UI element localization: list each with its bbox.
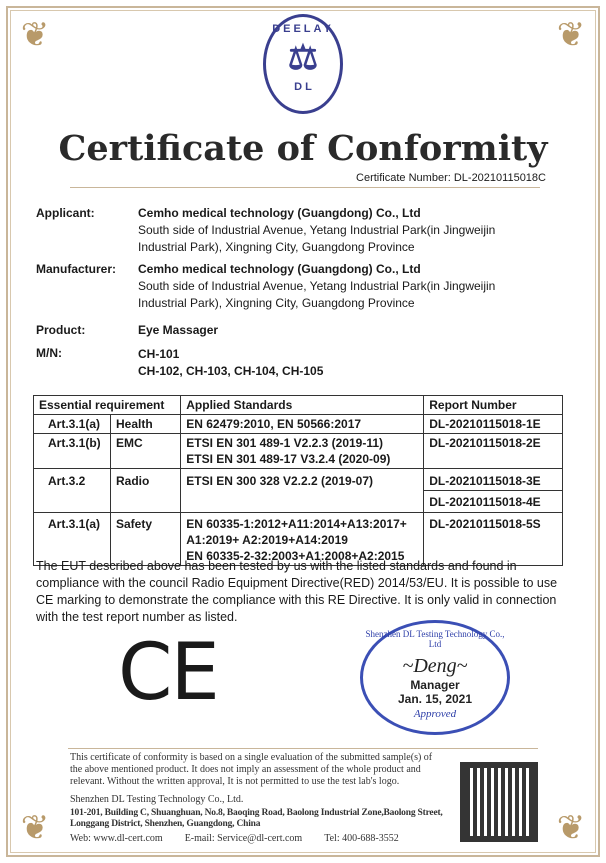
- table-row: [34, 434, 563, 469]
- report-cell: DL-20210115018-2E: [424, 434, 563, 469]
- corner-ornament-icon: ❦: [20, 809, 50, 847]
- model-line-1: CH-101: [138, 347, 180, 361]
- standard-cell: ETSI EN 300 328 V2.2.2 (2019-07): [181, 469, 424, 513]
- applicant-address-2: Industrial Park), Xingning City, Guangdong Province: [138, 240, 415, 254]
- stamp-date: Jan. 15, 2021: [397, 692, 473, 706]
- report-cell: DL-20210115018-3E: [424, 469, 563, 491]
- lab-web: Web: www.dl-cert.com: [70, 833, 163, 844]
- corner-ornament-icon: ❦: [556, 809, 586, 847]
- category-cell: Radio: [111, 469, 181, 513]
- art-cell: Art.3.1(a): [34, 415, 111, 434]
- lab-info: [70, 794, 450, 845]
- signature: ~Deng~: [402, 655, 468, 677]
- stamp-ring-text: Shenzhen DL Testing Technology Co., Ltd: [365, 629, 505, 649]
- model-line-2: CH-102, CH-103, CH-104, CH-105: [138, 364, 324, 378]
- lab-contact: [70, 833, 450, 845]
- art-cell: Art.3.2: [34, 469, 111, 513]
- category-cell: EMC: [111, 434, 181, 469]
- standard-line: EN 60335-2-32:2003+A1:2008+A2:2015: [186, 549, 405, 563]
- standards-table: [33, 395, 563, 566]
- lab-company: Shenzhen DL Testing Technology Co., Ltd.: [70, 794, 244, 805]
- lab-address-line: Longgang District, Shenzhen, Guangdong, China: [70, 819, 261, 829]
- table-row: [34, 469, 563, 491]
- art-cell: Art.3.1(a): [34, 513, 111, 566]
- manufacturer-address-1: South side of Industrial Avenue, Yetang Industrial Park(in Jingweijin: [138, 279, 496, 293]
- logo-text-bottom: D L: [294, 81, 312, 93]
- product-value: Eye Massager: [138, 323, 219, 337]
- compliance-statement: The EUT described above has been tested by us with the listed standards and found in compliance with the council Radio Equipment Directive(RED) 2014/53/EU. It is possible to use CE marking to demonstrate the compliance with this RE Directive. It is only valid in connection with the test report number as listed.: [36, 559, 558, 624]
- deelay-logo: [263, 14, 343, 114]
- report-cell: DL-20210115018-4E: [424, 491, 563, 513]
- report-cell: DL-20210115018-1E: [424, 415, 563, 434]
- certificate-number: Certificate Number: DL-20210115018C: [356, 172, 546, 184]
- header-report: Report Number: [424, 396, 563, 415]
- applicant-address-1: South side of Industrial Avenue, Yetang Industrial Park(in Jingweijin: [138, 223, 496, 237]
- corner-ornament-icon: ❦: [556, 16, 586, 54]
- lab-tel: Tel: 400-688-3552: [324, 833, 399, 844]
- table-row: [34, 415, 563, 434]
- product-label: Product:: [36, 323, 86, 337]
- stamp-role: Manager: [410, 678, 460, 692]
- standard-cell: EN 62479:2010, EN 50566:2017: [181, 415, 424, 434]
- header-standards: Applied Standards: [181, 396, 424, 415]
- logo-text-top: DEELAY: [272, 23, 334, 35]
- corner-ornament-icon: ❦: [20, 16, 50, 54]
- lab-address: [70, 808, 450, 830]
- disclaimer: [70, 752, 432, 788]
- standard-line: A1:2019+ A2:2019+A14:2019: [186, 533, 348, 547]
- art-cell: Art.3.1(b): [34, 434, 111, 469]
- disclaimer-line: relevant. Without the written approval, It is not permitted to use the test lab's logo.: [70, 776, 400, 787]
- applicant-label: Applicant:: [36, 206, 95, 220]
- standard-line: ETSI EN 301 489-1 V2.2.3 (2019-11): [186, 436, 384, 450]
- standard-line: ETSI EN 301 489-17 V3.2.4 (2020-09): [186, 452, 391, 466]
- header-essential: Essential requirement: [34, 396, 181, 415]
- stamp-approved: Approved: [413, 708, 457, 720]
- divider: [70, 187, 540, 188]
- qr-code-icon: [460, 762, 538, 842]
- report-cell: DL-20210115018-5S: [424, 513, 563, 566]
- category-cell: Safety: [111, 513, 181, 566]
- model-label: M/N:: [36, 346, 62, 360]
- lab-address-line: 101-201, Building C, Shuanghuan, No.8, Baoqing Road, Baolong Industrial Zone,Baolong Street,: [70, 808, 443, 818]
- standard-line: EN 60335-1:2012+A11:2014+A13:2017+: [186, 517, 407, 531]
- applicant-name: Cemho medical technology (Guangdong) Co., Ltd: [138, 206, 421, 220]
- applicant-value: [138, 205, 495, 256]
- model-value: [138, 346, 323, 380]
- lab-email: E-mail: Service@dl-cert.com: [184, 833, 303, 844]
- disclaimer-line: This certificate of conformity is based on a single evaluation of the submitted sample(s) of: [70, 752, 433, 763]
- footer-divider: [68, 748, 538, 749]
- standard-cell: [181, 434, 424, 469]
- approval-stamp: [360, 620, 510, 735]
- page-title: Certificate of Conformity: [58, 128, 548, 169]
- manufacturer-name: Cemho medical technology (Guangdong) Co., Ltd: [138, 262, 421, 276]
- manufacturer-value: [138, 261, 495, 312]
- justice-icon: ⚖: [287, 39, 319, 77]
- manufacturer-label: Manufacturer:: [36, 262, 117, 276]
- manufacturer-address-2: Industrial Park), Xingning City, Guangdong Province: [138, 296, 415, 310]
- ce-mark: CE: [118, 628, 218, 718]
- category-cell: Health: [111, 415, 181, 434]
- disclaimer-line: the above mentioned product. It does not imply an assessment of the whole product and: [70, 764, 421, 775]
- table-header-row: [34, 396, 563, 415]
